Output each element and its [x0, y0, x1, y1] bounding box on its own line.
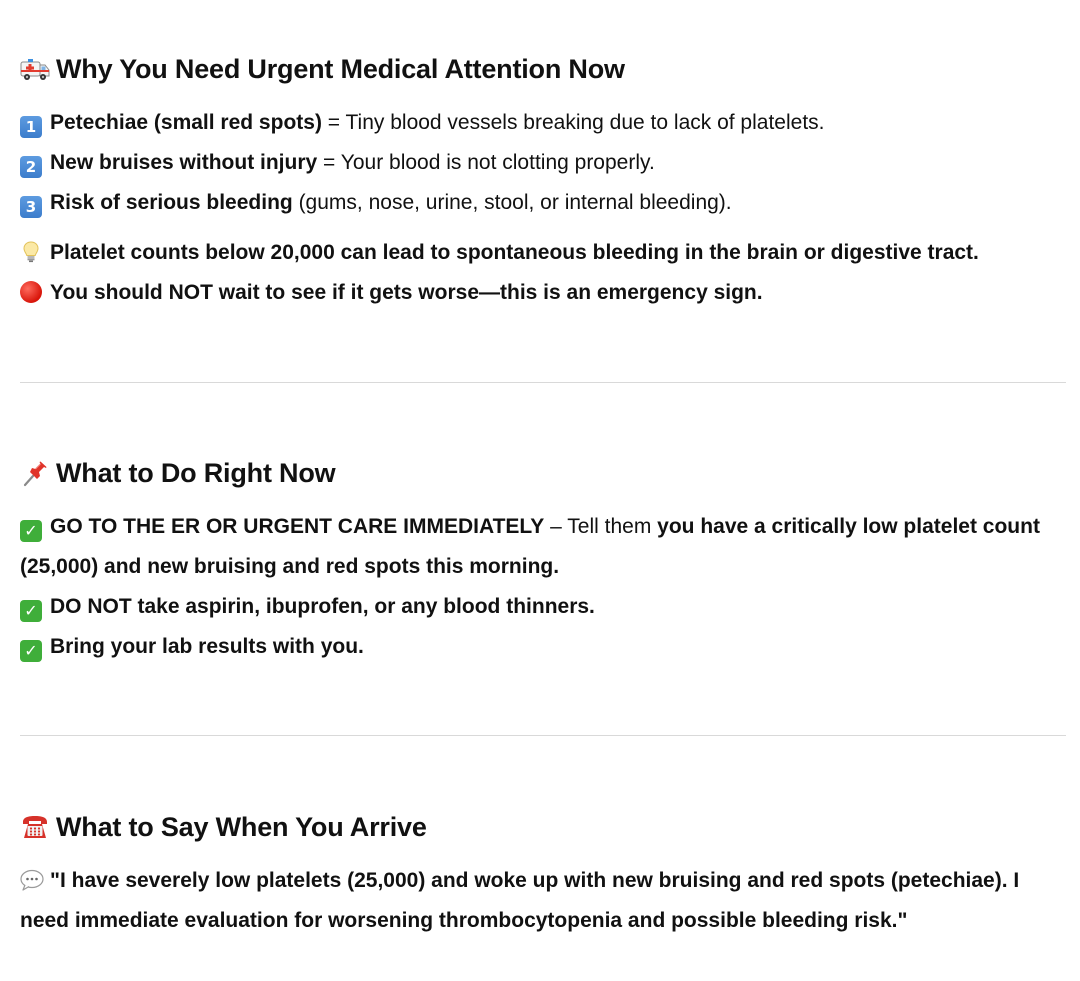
- section-title: What to Say When You Arrive: [56, 812, 427, 842]
- list-item: [20, 507, 1050, 587]
- section-what-to-do: [20, 456, 1066, 667]
- section-heading: [20, 456, 1066, 490]
- quote-text: "I have severely low platelets (25,000) and woke up with new bruising and red spots (petechiae). I need immediate evaluation for worsening thrombocytopenia and possible bleeding risk.": [20, 869, 1020, 932]
- item-bold-continued: you have a critically low platelet count (25,000) and new bruising and red spots this morning.: [20, 515, 1040, 578]
- list-item: [20, 103, 1066, 143]
- keycap-three-icon: 3: [20, 196, 42, 218]
- section-heading: [20, 52, 1066, 86]
- red-circle-icon: [20, 281, 42, 303]
- item-bold: Petechiae (small red spots): [50, 111, 322, 134]
- tip-text: Platelet counts below 20,000 can lead to spontaneous bleeding in the brain or digestive tract.: [50, 241, 979, 264]
- ambulance-icon: [20, 54, 50, 84]
- item-text: – Tell them: [544, 515, 658, 538]
- speech-bubble-icon: [20, 868, 44, 892]
- tip-line: [20, 233, 1066, 273]
- list-item: [20, 143, 1066, 183]
- warning-text: You should NOT wait to see if it gets worse—this is an emergency sign.: [50, 281, 763, 304]
- item-text: (gums, nose, urine, stool, or internal bleeding).: [292, 191, 732, 214]
- item-bold: DO NOT take aspirin, ibuprofen, or any blood thinners.: [50, 595, 595, 618]
- pushpin-icon: [20, 458, 50, 488]
- section-title: What to Do Right Now: [56, 458, 336, 488]
- item-text: = Your blood is not clotting properly.: [317, 151, 655, 174]
- check-mark-icon: ✓: [20, 640, 42, 662]
- list-item: [20, 627, 1066, 667]
- item-bold: New bruises without injury: [50, 151, 318, 174]
- item-bold: Bring your lab results with you.: [50, 635, 364, 658]
- section-urgent-attention: [20, 52, 1066, 313]
- light-bulb-icon: [20, 240, 42, 264]
- item-bold: Risk of serious bleeding: [50, 191, 293, 214]
- item-text: = Tiny blood vessels breaking due to lack of platelets.: [321, 111, 825, 134]
- section-title: Why You Need Urgent Medical Attention Now: [56, 54, 625, 84]
- list-item: [20, 183, 1066, 223]
- check-mark-icon: ✓: [20, 600, 42, 622]
- section-what-to-say: [20, 810, 1066, 941]
- divider: [20, 735, 1066, 736]
- section-heading: [20, 810, 1066, 844]
- keycap-one-icon: 1: [20, 116, 42, 138]
- item-bold: GO TO THE ER OR URGENT CARE IMMEDIATELY: [50, 515, 545, 538]
- divider: [20, 382, 1066, 383]
- list-item: [20, 587, 1066, 627]
- warning-line: [20, 273, 1066, 313]
- check-mark-icon: ✓: [20, 520, 42, 542]
- telephone-icon: [20, 812, 50, 842]
- keycap-two-icon: 2: [20, 156, 42, 178]
- quote-paragraph: [20, 861, 1060, 941]
